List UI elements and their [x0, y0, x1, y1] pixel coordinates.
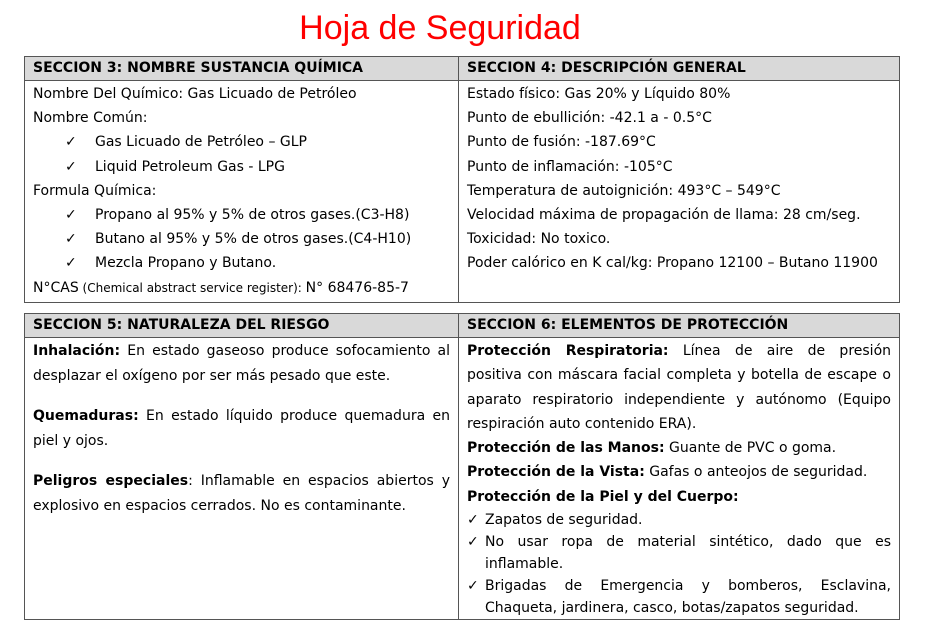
section-3-body: [25, 81, 459, 303]
flame-speed: Velocidad máxima de propagación de llama: 28 cm/seg.: [467, 207, 861, 224]
common-name-label: Nombre Común:: [33, 110, 148, 127]
document-title: Hoja de Seguridad: [299, 9, 581, 47]
inhalation-paragraph: Inhalación: En estado gaseoso produce sofocamiento al desplazar el oxígeno por ser más pesado que este.: [33, 343, 450, 384]
toxicity: Toxicidad: No toxico.: [467, 231, 611, 248]
formula-item: ✓ Butano al 95% y 5% de otros gases.(C4-H10): [33, 227, 450, 251]
checkmark-icon: ✓: [65, 158, 77, 175]
boiling-point: Punto de ebullición: -42.1 a - 0.5°C: [467, 110, 712, 127]
cas-number: N°CAS (Chemical abstract service register): N° 68476-85-7: [33, 279, 409, 296]
hand-protection: Protección de las Manos: Guante de PVC o goma.: [467, 440, 837, 457]
autoignition-temperature: Temperatura de autoignición: 493°C – 549°C: [467, 182, 781, 199]
flash-point: Punto de inflamación: -105°C: [467, 158, 673, 175]
section-6-body: [459, 338, 900, 620]
physical-state: Estado físico: Gas 20% y Líquido 80%: [467, 86, 731, 102]
formula-item: ✓ Propano al 95% y 5% de otros gases.(C3-H8): [33, 203, 450, 227]
sections-3-4-table: [24, 56, 900, 303]
skin-body-protection-label: Protección de la Piel y del Cuerpo:: [467, 488, 739, 505]
calorific-value: Poder calórico en K cal/kg: Propano 12100 – Butano 11900: [467, 255, 878, 272]
respiratory-protection: Protección Respiratoria: Línea de aire de presión positiva con máscara facial completa y botella de escape o aparato respiratorio independiente y autónomo (Equipo respiración auto contenido ERA).: [467, 343, 892, 432]
sections-5-6-table: [24, 313, 900, 620]
protection-item: ✓ No usar ropa de material sintético, dado que es inflamable.: [467, 531, 891, 575]
section-5-body: [25, 338, 459, 620]
protection-item: ✓ Brigadas de Emergencia y bomberos, Esclavina, Chaqueta, jardinera, casco, botas/zapatos seguridad.: [467, 575, 891, 619]
checkmark-icon: ✓: [65, 255, 77, 272]
special-hazards-paragraph: Peligros especiales: Inflamable en espacios abiertos y explosivo en espacios cerrados. No es contaminante.: [33, 473, 450, 514]
checkmark-icon: ✓: [467, 512, 479, 529]
chemical-name: Nombre Del Químico: Gas Licuado de Petróleo: [33, 86, 357, 102]
melting-point: Punto de fusión: -187.69°C: [467, 134, 656, 151]
eye-protection: Protección de la Vista: Gafas o anteojos de seguridad.: [467, 464, 868, 481]
common-name-item: ✓ Liquid Petroleum Gas - LPG: [33, 155, 450, 179]
checkmark-icon: ✓: [65, 134, 77, 151]
section-3-header: SECCION 3: NOMBRE SUSTANCIA QUÍMICA: [25, 57, 459, 81]
protection-item: ✓ Zapatos de seguridad.: [467, 509, 891, 531]
checkmark-icon: ✓: [467, 578, 479, 595]
section-5-header: SECCION 5: NATURALEZA DEL RIESGO: [25, 314, 459, 338]
section-6-header: SECCION 6: ELEMENTOS DE PROTECCIÓN: [459, 314, 900, 338]
burns-paragraph: Quemaduras: En estado líquido produce quemadura en piel y ojos.: [33, 408, 450, 449]
checkmark-icon: ✓: [65, 207, 77, 224]
common-name-item: ✓ Gas Licuado de Petróleo – GLP: [33, 130, 450, 154]
checkmark-icon: ✓: [65, 231, 77, 248]
formula-label: Formula Química:: [33, 182, 157, 199]
section-4-header: SECCION 4: DESCRIPCIÓN GENERAL: [459, 57, 900, 81]
section-4-body: [459, 81, 900, 303]
checkmark-icon: ✓: [467, 534, 479, 551]
formula-item: ✓ Mezcla Propano y Butano.: [33, 251, 450, 275]
